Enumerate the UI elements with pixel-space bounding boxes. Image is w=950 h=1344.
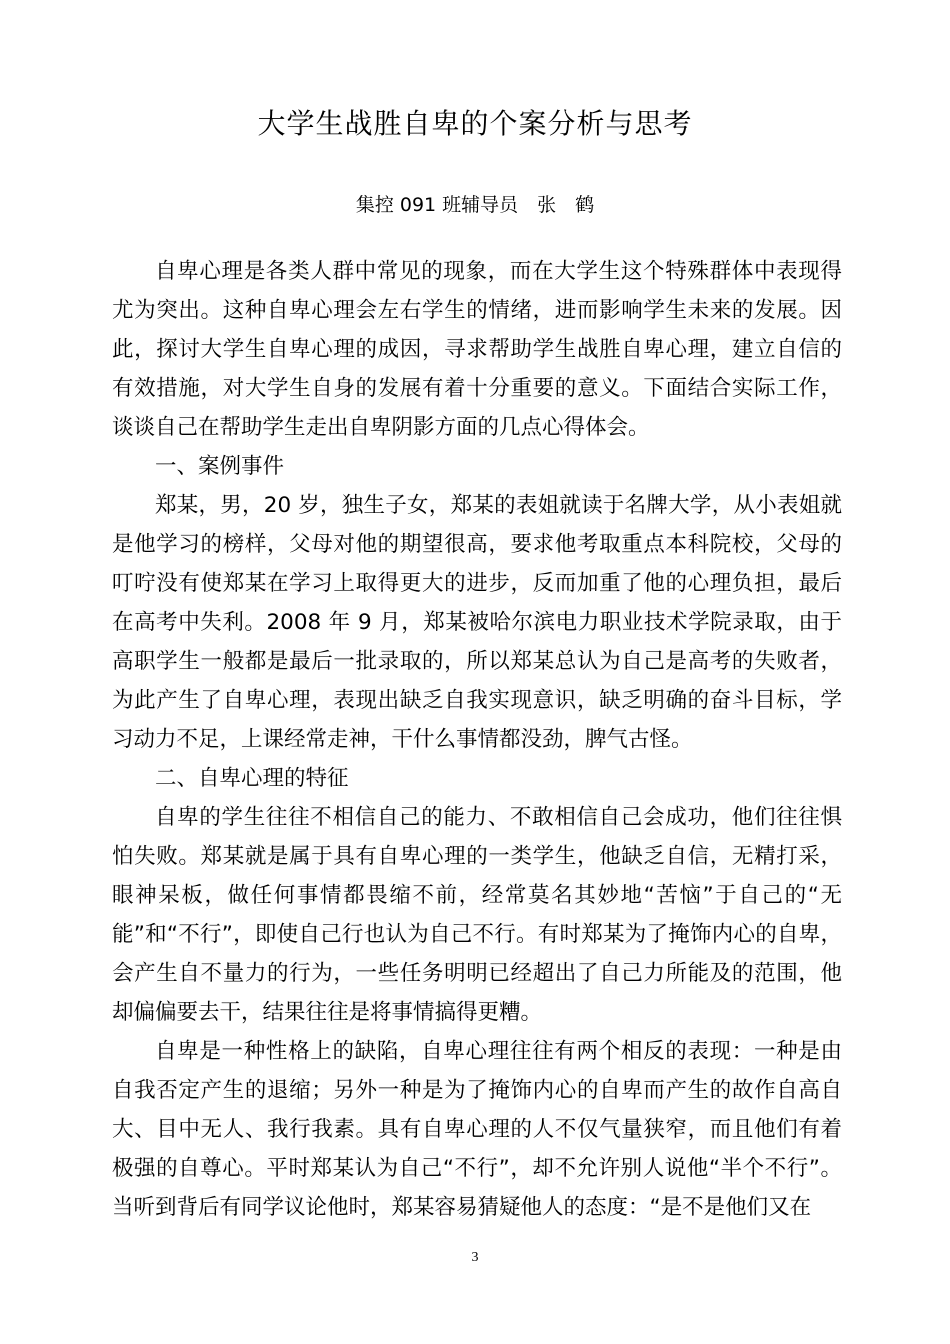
section-heading: 一、案例事件 <box>155 454 285 479</box>
paragraph: 自卑的学生往往不相信自己的能力、不敢相信自己会成功，他们往往惧怕失败。郑某就是属于具有自卑心理的一类学生，他缺乏自信，无精打采，眼神呆板，做任何事情都畏缩不前，经常莫名其妙地“苦恼”于自己的“无能”和“不行”，即使自己行也认为自己不行。有时郑某为了掩饰内心的自卑，会产生自不量力的行为，一些任务明明已经超出了自己力所能及的范围，他却偏偏要去干，结果往往是将事情搞得更糟。 <box>112 805 842 1025</box>
document-title: 大学生战胜自卑的个案分析与思考 <box>257 107 693 140</box>
section-heading: 二、自卑心理的特征 <box>155 766 349 791</box>
paragraph: 自卑是一种性格上的缺陷，自卑心理往往有两个相反的表现：一种是由自我否定产生的退缩；另外一种是为了掩饰内心的自卑而产生的故作自高自大、目中无人、我行我素。具有自卑心理的人不仅气量狭窄，而且他们有着极强的自尊心。平时郑某认为自己“不行”，却不允许别人说他“半个不行”。当听到背后有同学议论他时，郑某容易猜疑他人的态度：“是不是他们又在 <box>112 1039 842 1220</box>
page-number: 3 <box>471 1250 479 1265</box>
paragraph: 郑某，男，20 岁，独生子女，郑某的表姐就读于名牌大学，从小表姐就是他学习的榜样，父母对他的期望很高，要求他考取重点本科院校，父母的叮咛没有使郑某在学习上取得更大的进步，反而加重了他的心理负担，最后在高考中失利。2008 年 9 月，郑某被哈尔滨电力职业技术学院录取，由于高职学生一般都是最后一批录取的，所以郑某总认为自己是高考的失败者，为此产生了自卑心理，表现出缺乏自我实现意识，缺乏明确的奋斗目标，学习动力不足，上课经常走神，干什么事情都没劲，脾气古怪。 <box>112 493 842 752</box>
paragraph: 自卑心理是各类人群中常见的现象，而在大学生这个特殊群体中表现得尤为突出。这种自卑心理会左右学生的情绪，进而影响学生未来的发展。因此，探讨大学生自卑心理的成因，寻求帮助学生战胜自卑心理，建立自信的有效措施，对大学生自身的发展有着十分重要的意义。下面结合实际工作，谈谈自己在帮助学生走出自卑阴影方面的几点心得体会。 <box>112 259 842 440</box>
document-body <box>112 252 842 1227</box>
author-line: 集控 091 班辅导员 张 鹤 <box>355 194 595 216</box>
